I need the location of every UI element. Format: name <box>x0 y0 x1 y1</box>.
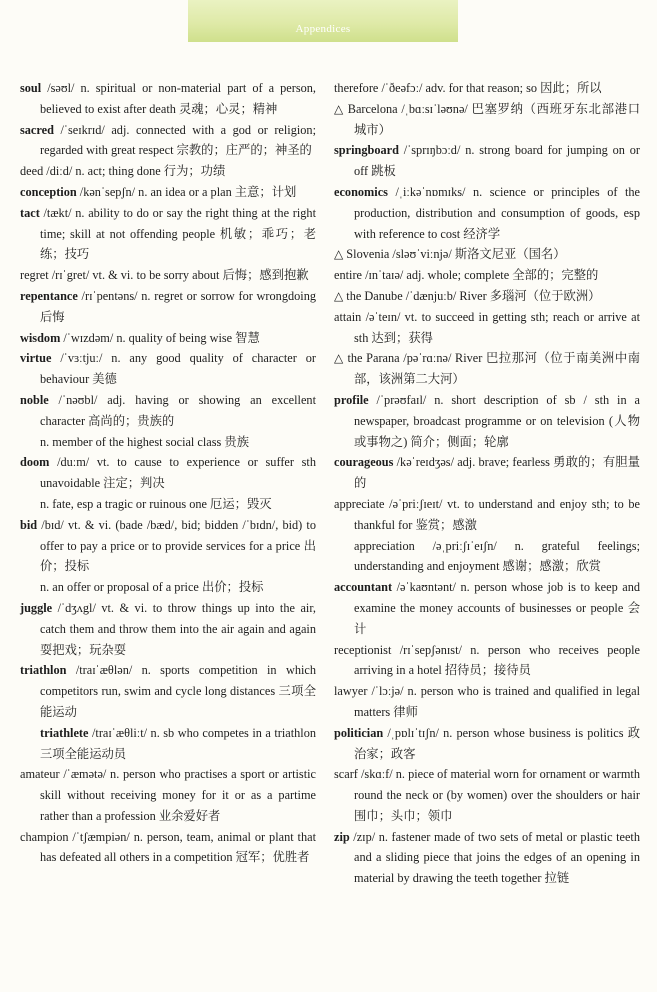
glossary-entry <box>20 78 316 120</box>
entry-definition: /ˌiːkəˈnɒmɪks/ n. science or principles of the production, distribution and consumption of goods, esp with reference to cost 经济学 <box>354 184 640 241</box>
entry-definition: /bɪd/ vt. & vi. (bade /bæd/, bid; bidden /ˈbɪdn/, bid) to offer to pay a price or to provide services for a price 出价；投标 <box>37 517 316 574</box>
glossary-entry <box>20 161 316 182</box>
entry-definition: the Danube /ˈdænjuːb/ River 多瑙河（位于欧洲） <box>343 288 601 303</box>
glossary-entry <box>334 286 640 307</box>
entry-headword: wisdom <box>20 330 61 345</box>
entry-definition: /ˈlɔːjə/ n. person who is trained and qualified in legal matters 律师 <box>354 684 640 719</box>
glossary-entry <box>20 827 316 869</box>
entry-headword: scarf <box>334 767 358 782</box>
glossary-entry <box>334 182 640 244</box>
entry-definition: /ɪnˈtaɪə/ adj. whole; complete 全部的；完整的 <box>362 268 599 283</box>
entry-headword: amateur <box>20 767 60 782</box>
triangle-marker-icon: △ <box>334 288 344 303</box>
page-header-title: Appendices <box>295 23 351 35</box>
entry-headword: virtue <box>20 351 52 366</box>
entry-headword: champion <box>20 829 69 844</box>
entry-definition: Barcelona /ˌbɑːsɪˈləʊnə/ 巴塞罗纳（西班牙东北部港口城市） <box>343 101 641 137</box>
glossary-entry <box>334 265 640 286</box>
entry-headword: soul <box>20 81 42 95</box>
entry-definition: /traɪˈæθliːt/ n. sb who competes in a triathlon 三项全能运动员 <box>40 725 316 761</box>
glossary-entry <box>20 452 316 494</box>
glossary-entry <box>20 120 316 162</box>
entry-headword: courageous <box>334 455 394 470</box>
entry-definition: n. an offer or proposal of a price 出价；投标 <box>40 580 264 595</box>
entry-headword: receptionist <box>334 642 392 657</box>
glossary-entry <box>20 515 316 577</box>
glossary-entry <box>334 681 640 723</box>
entry-definition: Slovenia /sləʊˈviːnjə/ 斯洛文尼亚（国名） <box>343 247 566 262</box>
entry-definition: /skɑːf/ n. piece of material worn for ornament or warmth round the neck or (by women) over the shoulders or hair 围巾；头巾；领巾 <box>354 767 640 823</box>
entry-headword: lawyer <box>334 684 368 699</box>
entry-definition: /əˈkaʊntənt/ n. person whose job is to keep and examine the money accounts of businesses or people 会计 <box>354 580 640 636</box>
entry-definition: /rɪˈsepʃənɪst/ n. person who receives people arriving in a hotel 招待员；接待员 <box>354 642 640 678</box>
glossary-entry <box>20 182 316 203</box>
glossary-entry <box>20 764 316 826</box>
header-band <box>188 0 458 42</box>
glossary-entry <box>334 78 640 99</box>
glossary-entry <box>20 265 316 286</box>
glossary-entry <box>20 203 316 265</box>
glossary-column-left <box>20 78 316 868</box>
entry-headword: triathlete <box>40 725 89 740</box>
entry-headword: tact <box>20 205 40 220</box>
entry-definition: /ˌpɒlɪˈtɪʃn/ n. person whose business is politics 政治家；政客 <box>354 725 640 761</box>
entry-definition: /duːm/ vt. to cause to experience or suffer sth unavoidable 注定；判决 <box>40 455 316 491</box>
entry-definition: /ˈæmətə/ n. person who practises a sport or artistic skill without receiving money for it or as a partime rather than a profession 业余爱好者 <box>40 767 316 823</box>
entry-definition: /rɪˈpentəns/ n. regret or sorrow for wrongdoing 后悔 <box>40 288 316 324</box>
entry-headword: regret <box>20 268 49 283</box>
entry-headword: doom <box>20 455 50 470</box>
triangle-marker-icon: △ <box>334 247 344 262</box>
entry-definition: n. member of the highest social class 贵族 <box>40 434 249 449</box>
entry-definition: /ˈprəʊfaɪl/ n. short description of sb / sth in a newspaper, broadcast programme or on television (人物或事物之) 简介；侧面；轮廓 <box>354 392 640 449</box>
entry-definition: /ˈwɪzdəm/ n. quality of being wise 智慧 <box>60 330 260 345</box>
glossary-entry <box>20 348 316 390</box>
entry-headword: springboard <box>334 143 399 158</box>
glossary-entry <box>20 286 316 328</box>
entry-headword: sacred <box>20 122 54 137</box>
entry-definition: /ˈsprɪŋbɔːd/ n. strong board for jumping on or off 跳板 <box>354 143 640 179</box>
glossary-entry <box>20 660 316 722</box>
glossary-entry <box>20 432 316 453</box>
glossary-entry <box>20 598 316 660</box>
triangle-marker-icon: △ <box>334 351 344 366</box>
entry-headword: juggle <box>20 600 53 615</box>
entry-headword: entire <box>334 268 362 283</box>
entry-definition: /kəˈreɪdʒəs/ adj. brave; fearless 勇敢的；有胆量的 <box>354 455 640 491</box>
entry-headword: therefore <box>334 81 379 95</box>
entry-headword: triathlon <box>20 663 67 678</box>
glossary-entry <box>334 536 640 578</box>
glossary-entry <box>20 723 316 765</box>
entry-definition: /tækt/ n. ability to do or say the right thing at the right time; skill at not offending people 机敏；乖巧；老练；技巧 <box>39 205 316 262</box>
entry-definition: /zɪp/ n. fastener made of two sets of metal or plastic teeth and a sliding piece that joins the edges of an opening in material by drawing the teeth together 拉链 <box>349 829 640 886</box>
glossary-entry <box>334 307 640 349</box>
entry-definition: n. fate, esp a tragic or ruinous one 厄运；毁灭 <box>40 496 272 511</box>
glossary-entry <box>20 328 316 349</box>
entry-definition: the Parana /pəˈrɑːnə/ River 巴拉那河（位于南美洲中南部，该洲第二大河） <box>343 351 640 387</box>
entry-definition: /ˈseɪkrɪd/ adj. connected with a god or religion; regarded with great respect 宗教的；庄严的；神圣的 <box>40 122 316 158</box>
entry-headword: economics <box>334 184 388 199</box>
entry-definition: /səʊl/ n. spiritual or non-material part of a person, believed to exist after death 灵魂；心灵；精神 <box>40 81 316 116</box>
entry-headword: bid <box>20 517 38 532</box>
entry-headword: conception <box>20 184 77 199</box>
glossary-entry <box>20 577 316 598</box>
entry-definition: /ˈvɜːtjuː/ n. any good quality of character or behaviour 美德 <box>40 351 316 387</box>
glossary-entry <box>334 140 640 182</box>
entry-definition: /əˈpriːʃɪeɪt/ vt. to understand and enjoy sth; to be thankful for 鉴赏；感激 <box>354 496 640 532</box>
entry-headword: noble <box>20 392 49 407</box>
entry-definition: /ˈðeəfɔː/ adv. for that reason; so 因此；所以 <box>378 81 602 95</box>
entry-definition: /ˈtʃæmpiən/ n. person, team, animal or plant that has defeated all others in a competition 冠军；优胜者 <box>40 829 316 865</box>
entry-definition: /ˈnəʊbl/ adj. having or showing an excellent character 高尚的；贵族的 <box>40 392 316 428</box>
glossary-entry <box>334 244 640 265</box>
entry-headword: profile <box>334 392 369 407</box>
glossary-entry <box>334 723 640 765</box>
glossary-entry <box>334 494 640 536</box>
glossary-entry <box>334 640 640 682</box>
glossary-entry <box>334 764 640 826</box>
entry-headword: accountant <box>334 580 393 595</box>
triangle-marker-icon: △ <box>334 101 344 116</box>
entry-headword: politician <box>334 725 384 740</box>
glossary-entry <box>334 99 640 141</box>
entry-definition: /diːd/ n. act; thing done 行为；功绩 <box>43 164 226 179</box>
entry-definition: /rɪˈgret/ vt. & vi. to be sorry about 后悔；感到抱歉 <box>48 268 309 283</box>
glossary-entry <box>334 390 640 452</box>
entry-definition: /əˈteɪn/ vt. to succeed in getting sth; reach or arrive at sth 达到；获得 <box>354 309 640 345</box>
glossary-entry <box>20 390 316 432</box>
entry-headword: appreciate <box>334 496 385 511</box>
glossary-entry <box>334 577 640 639</box>
entry-headword: attain <box>334 309 362 324</box>
entry-definition: /ˈdʒʌgl/ vt. & vi. to throw things up into the air, catch them and throw them into the air again and again 耍把戏；玩杂耍 <box>40 600 316 657</box>
glossary-entry <box>334 827 640 889</box>
entry-definition: /kənˈsepʃn/ n. an idea or a plan 主意；计划 <box>76 184 297 199</box>
glossary-entry <box>334 452 640 494</box>
glossary-entry <box>334 348 640 390</box>
entry-headword: deed <box>20 164 44 179</box>
entry-headword: repentance <box>20 288 78 303</box>
entry-headword: zip <box>334 829 350 844</box>
glossary-column-right <box>334 78 640 889</box>
glossary-entry <box>20 494 316 515</box>
entry-definition: appreciation /əˌpriːʃɪˈeɪʃn/ n. grateful feelings; understanding and enjoyment 感谢；感激；欣赏 <box>354 538 640 574</box>
entry-definition: /traɪˈæθlən/ n. sports competition in which competitors run, swim and cycle long distances 三项全能运动 <box>40 663 316 719</box>
